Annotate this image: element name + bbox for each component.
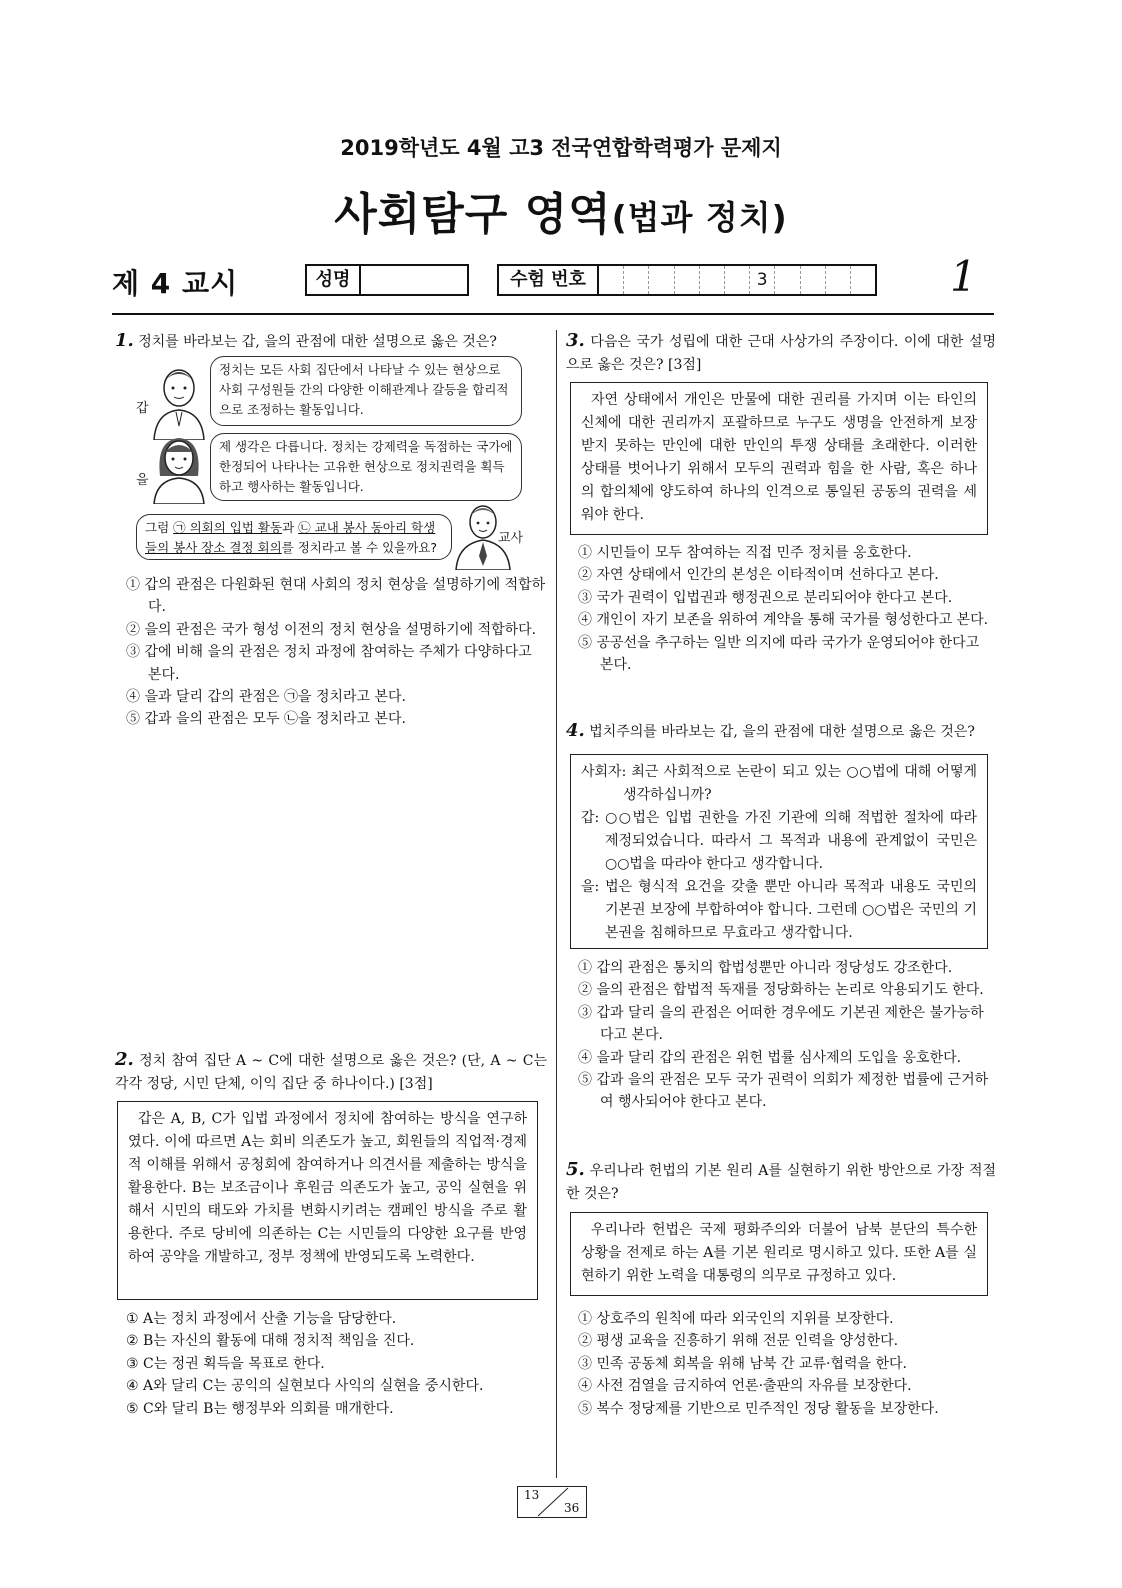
q5-number: 5. (566, 1159, 585, 1180)
q3-option-2[interactable]: ② 자연 상태에서 인간의 본성은 이타적이며 선하다고 본다. (578, 567, 939, 584)
q2-stem (115, 1048, 547, 1096)
q4-option-4[interactable]: ④ 을과 달리 갑의 관점은 위헌 법률 심사제의 도입을 옹호한다. (578, 1049, 962, 1066)
q1-option-1[interactable]: ① 갑의 관점은 다원화된 현대 사회의 정치 현상을 설명하기에 적합하다. (126, 577, 546, 616)
id-cell[interactable] (649, 266, 674, 294)
footer-total: 36 (564, 1501, 580, 1515)
footer-page: 13 (524, 1488, 540, 1502)
id-cell[interactable] (725, 266, 750, 294)
q4-options (578, 957, 996, 1114)
period-label: 제 4 교시 (112, 267, 239, 300)
q4-option-1[interactable]: ① 갑의 관점은 통치의 합법성뿐만 아니라 정당성도 강조한다. (578, 960, 953, 976)
q3-option-3[interactable]: ③ 국가 권력이 입법권과 행정권으로 분리되어야 한다고 본다. (578, 589, 953, 606)
q1-option-5[interactable]: ⑤ 갑과 을의 관점은 모두 ㉡을 정치라고 본다. (126, 711, 406, 728)
id-cell-digit: 3 (750, 266, 775, 294)
q5-option-2[interactable]: ② 평생 교육을 진흥하기 위해 전문 인력을 양성한다. (578, 1333, 899, 1350)
student-girl-icon (148, 432, 210, 504)
q3-stem-text: 다음은 국가 성립에 대한 근대 사상가의 주장이다. 이에 대한 설명으로 옳은 것은? [3점] (566, 334, 996, 373)
bubble-text: 를 정치라고 볼 수 있을까요? (281, 540, 438, 555)
bubble-line: 하고 행사하는 활동입니다. (219, 479, 364, 494)
bubble-line: 사회 구성원들 간의 다양한 이해관계나 갈등을 합리적 (219, 382, 509, 397)
q2-option-5[interactable]: ⑤ C와 달리 B는 행정부와 의회를 매개한다. (126, 1400, 394, 1417)
q1-option-2[interactable]: ② 을의 관점은 국가 형성 이전의 정치 현상을 설명하기에 적합하다. (126, 621, 537, 638)
q5-options (578, 1308, 996, 1420)
q3-option-1[interactable]: ① 시민들이 모두 참여하는 직접 민주 정치를 옹호한다. (578, 545, 912, 561)
q1-stem (115, 329, 545, 354)
q3-options (578, 542, 996, 676)
q2-option-2[interactable]: ② B는 자신의 활동에 대해 정치적 책임을 진다. (126, 1333, 415, 1350)
q4-moderator-line: 사회자: 최근 사회적으로 논란이 되고 있는 ○○법에 대해 어떻게 생각하십니까? (581, 764, 977, 803)
bubble-text: 그럼 (145, 520, 174, 535)
bubble-line: 정치는 모든 사회 집단에서 나타날 수 있는 현상으로 (219, 362, 501, 377)
q4-dialogue (570, 754, 988, 949)
q3-passage: 자연 상태에서 개인은 만물에 대한 권리를 가지며 이는 타인의 신체에 대한 권리까지 포괄하므로 누구도 생명을 안전하게 보장받지 못하는 만인에 대한 만인의 투쟁 상태를 초래한다. 이러한 상태를 벗어나기 위해서 모두의 권력과 힘을 한 사람, 혹은 하나의 합의체에 양도하여 하나의 인격으로 통일된 공동의 권력을 세워야 한다. (570, 382, 988, 535)
header-divider (112, 313, 994, 315)
q1-option-3[interactable]: ③ 갑에 비해 을의 관점은 정치 과정에 참여하는 주체가 다양하다고 본다. (126, 644, 532, 683)
bubble-line: 제 생각은 다릅니다. 정치는 강제력을 독점하는 국가에 (219, 439, 513, 454)
q2-option-3[interactable]: ③ C는 정권 획득을 목표로 한다. (126, 1355, 325, 1372)
q1-gap-bubble (210, 356, 522, 426)
q1-gap-label: 갑 (136, 401, 149, 416)
q3-option-4[interactable]: ④ 개인이 자기 보존을 위하여 계약을 통해 국가를 형성한다고 본다. (578, 612, 989, 629)
q5-option-5[interactable]: ⑤ 복수 정당제를 기반으로 민주적인 정당 활동을 보장한다. (578, 1400, 939, 1417)
exam-title: 2019학년도 4월 고3 전국연합학력평가 문제지 (340, 136, 782, 160)
q1-number: 1. (115, 330, 134, 351)
q5-option-1[interactable]: ① 상호주의 원칙에 따라 외국인의 지위를 보장한다. (578, 1311, 894, 1327)
q2-option-1[interactable]: ① A는 정치 과정에서 산출 기능을 담당한다. (126, 1311, 397, 1327)
q4-gap-line: 갑: ○○법은 입법 권한을 가진 기관에 의해 적법한 절차에 따라 제정되었습니다. 따라서 그 목적과 내용에 관계없이 국민은 ○○법을 따라야 한다고 생각합니다. (581, 810, 977, 872)
q1-stem-text: 정치를 바라보는 갑, 을의 관점에 대한 설명으로 옳은 것은? (138, 334, 497, 350)
q2-option-4[interactable]: ④ A와 달리 C는 공익의 실현보다 사익의 실현을 중시한다. (126, 1378, 484, 1395)
q2-stem-text: 정치 참여 집단 A ~ C에 대한 설명으로 옳은 것은? (단, A ~ C는 각각 정당, 시민 단체, 이익 집단 중 하나이다.) [3점] (115, 1053, 547, 1092)
underlined-text: ㉠ 의회의 입법 활동 (173, 520, 283, 535)
q4-option-3[interactable]: ③ 갑과 달리 을의 관점은 어떠한 경우에도 기본권 제한은 불가능하다고 본다. (578, 1004, 984, 1044)
column-divider (556, 330, 557, 1478)
subject-title (0, 178, 1122, 242)
underlined-text: ㉡ 교내 봉사 동아리 학생 (298, 520, 436, 535)
q1-option-4[interactable]: ④ 을과 달리 갑의 관점은 ㉠을 정치라고 본다. (126, 689, 406, 706)
q3-option-5[interactable]: ⑤ 공공선을 추구하는 일반 의지에 따라 국가가 운영되어야 한다고 본다. (578, 634, 980, 674)
q1-teacher-label: 교사 (498, 531, 524, 546)
underlined-text: 들의 봉사 장소 결정 회의 (145, 540, 282, 555)
page-footer (517, 1486, 587, 1518)
q4-number: 4. (566, 720, 585, 741)
id-label: 수험 번호 (499, 266, 599, 294)
student-boy-icon (148, 360, 210, 440)
q5-stem-text: 우리나라 헌법의 기본 원리 A를 실현하기 위한 방안으로 가장 적절한 것은? (566, 1163, 996, 1202)
id-cell[interactable] (801, 266, 826, 294)
id-cell[interactable] (700, 266, 725, 294)
id-cell[interactable] (624, 266, 649, 294)
q2-passage: 갑은 A, B, C가 입법 과정에서 정치에 참여하는 방식을 연구하였다. 이에 따르면 A는 회비 의존도가 높고, 회원들의 직업적·경제적 이해를 위해서 공청회에 참여하거나 의견서를 제출하는 방식을 활용한다. B는 보조금이나 후원금 의존도가 높고, 공익 실현을 위해서 시민의 태도와 가치를 변화시키려는 캠페인 방식을 주로 활용한다. 주로 당비에 의존하는 C는 시민들의 다양한 요구를 반영하여 공약을 개발하고, 정부 정책에 반영되도록 노력한다. (117, 1101, 538, 1300)
bubble-line: 으로 조정하는 활동입니다. (219, 402, 364, 417)
q5-option-3[interactable]: ③ 민족 공동체 회복을 위해 남북 간 교류·협력을 한다. (578, 1355, 907, 1372)
q1-eul-label: 을 (136, 473, 149, 488)
bubble-line: 한정되어 나타나는 고유한 현상으로 정치권력을 획득 (219, 459, 505, 474)
id-cell[interactable] (826, 266, 851, 294)
q3-stem (566, 329, 996, 377)
subject-main: 사회탐구 영역 (334, 189, 612, 240)
name-box (305, 264, 469, 296)
id-cell[interactable] (851, 266, 875, 294)
q5-stem (566, 1158, 996, 1206)
name-label: 성명 (307, 266, 361, 294)
q2-options (126, 1308, 546, 1420)
id-cell[interactable] (775, 266, 800, 294)
name-field[interactable] (361, 266, 467, 294)
q1-eul-bubble (210, 433, 522, 501)
q4-eul-line: 을: 법은 형식적 요건을 갖출 뿐만 아니라 목적과 내용도 국민의 기본권 보장에 부합하여야 합니다. 그런데 ○○법은 국민의 기본권을 침해하므로 무효라고 생각합니다. (581, 879, 977, 941)
q4-stem (566, 719, 996, 744)
q4-stem-text: 법치주의를 바라보는 갑, 을의 관점에 대한 설명으로 옳은 것은? (589, 724, 975, 740)
id-cell[interactable] (599, 266, 624, 294)
q1-options (126, 574, 546, 731)
q1-teacher-bubble (136, 514, 452, 560)
q4-option-2[interactable]: ② 을의 관점은 합법적 독재를 정당화하는 논리로 악용되기도 한다. (578, 982, 984, 999)
q5-option-4[interactable]: ④ 사전 검열을 금지하여 언론·출판의 자유를 보장한다. (578, 1378, 912, 1395)
q2-number: 2. (115, 1049, 134, 1070)
q5-passage: 우리나라 헌법은 국제 평화주의와 더불어 남북 분단의 특수한 상황을 전제로 하는 A를 기본 원리로 명시하고 있다. 또한 A를 실현하기 위한 노력을 대통령의 의무로 규정하고 있다. (570, 1212, 988, 1296)
id-cell[interactable] (675, 266, 700, 294)
page-number: 1 (950, 252, 977, 301)
q3-number: 3. (566, 330, 585, 351)
subject-sub: (법과 정치) (611, 198, 788, 237)
bubble-text: 과 (282, 520, 299, 535)
q4-option-5[interactable]: ⑤ 갑과 을의 관점은 모두 국가 권력이 의회가 제정한 법률에 근거하여 행사되어야 한다고 본다. (578, 1072, 989, 1111)
id-box (497, 264, 877, 296)
